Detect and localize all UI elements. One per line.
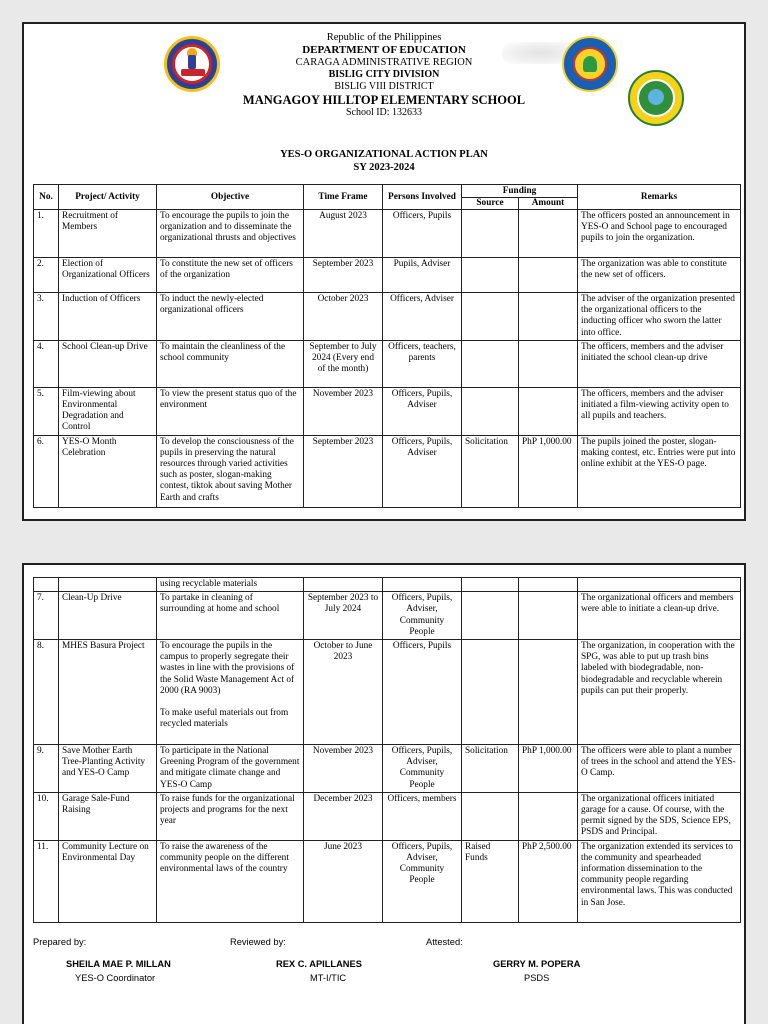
- attested-role: PSDS: [524, 973, 550, 983]
- letterhead: [24, 32, 744, 120]
- col-header-no: No.: [34, 185, 59, 210]
- school-id: School ID: 132633: [345, 107, 423, 119]
- attested-label: Attested:: [426, 937, 463, 947]
- col-header-remarks: Remarks: [578, 185, 741, 210]
- reviewed-role: MT-I/TIC: [310, 973, 347, 983]
- division-line: BISLIG CITY DIVISION: [328, 68, 440, 80]
- document-page-1: [22, 22, 746, 521]
- table-row: 4. School Clean-up Drive To maintain the cleanliness of the school community September to July 2024 (Every end of the month) Officers, teachers, parents The officers, members and the adviser initiated the school clean-up drive: [34, 340, 741, 387]
- table-row: 6. YES-O Month Celebration To develop the consciousness of the pupils in preserving the natural resources through varied activities such as poster, slogan-making contest, tiktok about saving Mother Earth and crafts September 2023 Officers, Pupils, Adviser Solicitation PhP 1,000.00 The pupils joined the poster, slogan-making contest, etc. Entries were put into online exhibit at the YES-O page.: [34, 435, 741, 507]
- document-page-2: [22, 563, 746, 1024]
- col-header-project: Project/ Activity: [59, 185, 157, 210]
- action-plan-table: [33, 184, 741, 508]
- action-plan-table-continued: [33, 577, 741, 923]
- col-header-funding: Funding: [462, 185, 578, 198]
- title-line-2: SY 2023-2024: [353, 161, 415, 173]
- title-line-1: YES-O ORGANIZATIONAL ACTION PLAN: [280, 149, 488, 160]
- table-row: 7. Clean-Up Drive To partake in cleaning of surrounding at home and school September 2023 to July 2024 Officers, Pupils, Adviser, Community People The organizational officers and members were able to initiate a clean-up drive.: [34, 592, 741, 640]
- col-header-objective: Objective: [157, 185, 304, 210]
- prepared-label: Prepared by:: [33, 937, 87, 947]
- table-row: 9. Save Mother Earth Tree-Planting Activity and YES-O Camp To participate in the National Greening Program of the government and mitigate climate change and YES-O Camp November 2023 Officers, Pupils, Adviser, Community People Solicitation PhP 1,000.00 The officers were able to plant a number of trees in the school and attend the YES-O Camp.: [34, 745, 741, 793]
- prepared-name: SHEILA MAE P. MILLAN: [66, 959, 171, 969]
- attested-name: GERRY M. POPERA: [493, 959, 581, 969]
- col-header-source: Source: [462, 198, 519, 210]
- table-row: 8. MHES Basura Project To encourage the pupils in the campus to properly segregate their wastes in line with the provisions of the Solid Waste Management Act of 2000 (RA 9003) To make useful materials out from recycled materials October to June 2023 Officers, Pupils The organization, in cooperation with the SPG, was able to put up trash bins labeled with biodegradable, non-biodegradable and recyclable wherein pupils can put their properly.: [34, 640, 741, 745]
- document-title: [24, 149, 744, 174]
- school-name: MANGAGOY HILLTOP ELEMENTARY SCHOOL: [242, 93, 526, 108]
- table-row: 2. Election of Organizational Officers To constitute the new set of officers of the organization September 2023 Pupils, Adviser The organization was able to constitute the new set of officers.: [34, 258, 741, 293]
- col-header-amount: Amount: [519, 198, 578, 210]
- district-line: BISLIG VIII DISTRICT: [334, 81, 434, 93]
- republic-line: Republic of the Philippines: [326, 32, 442, 43]
- department-line: DEPARTMENT OF EDUCATION: [302, 44, 466, 57]
- region-line: CARAGA ADMINISTRATIVE REGION: [295, 56, 473, 68]
- col-header-persons: Persons Involved: [383, 185, 462, 210]
- table-row: 1. Recruitment of Members To encourage the pupils to join the organization and to disseminate the organizational thrusts and objectives August 2023 Officers, Pupils The officers posted an announcement in YES-O and School page to encouraged pupils to join the organization.: [34, 210, 741, 258]
- table-row: 10. Garage Sale-Fund Raising To raise funds for the organizational projects and programs for the next year December 2023 Officers, members The organizational officers initiated garage for a cause. Of course, with the permit signed by the SDS, Science EPS, PSDS and Principal.: [34, 792, 741, 840]
- reviewed-label: Reviewed by:: [230, 937, 286, 947]
- table-row: 3. Induction of Officers To induct the newly-elected organizational officers October 2023 Officers, Adviser The adviser of the organization presented the organizational officers to the inducting officer who sworn the latter into office.: [34, 293, 741, 341]
- table-row: 11. Community Lecture on Environmental Day To raise the awareness of the community people on the different environmental laws of the country June 2023 Officers, Pupils, Adviser, Community People Raised Funds PhP 2,500.00 The organization extended its services to the community and spearheaded information dissemination to the community people regarding environmental laws. This was conducted in San Jose.: [34, 840, 741, 922]
- table-row-continuation: using recyclable materials: [34, 578, 741, 592]
- reviewed-name: REX C. APILLANES: [276, 959, 362, 969]
- prepared-role: YES-O Coordinator: [75, 973, 156, 983]
- table-row: 5. Film-viewing about Environmental Degradation and Control To view the present status quo of the environment November 2023 Officers, Pupils, Adviser The officers, members and the adviser initiated a film-viewing activity open to all pupils and teachers.: [34, 387, 741, 435]
- col-header-time-frame: Time Frame: [304, 185, 383, 210]
